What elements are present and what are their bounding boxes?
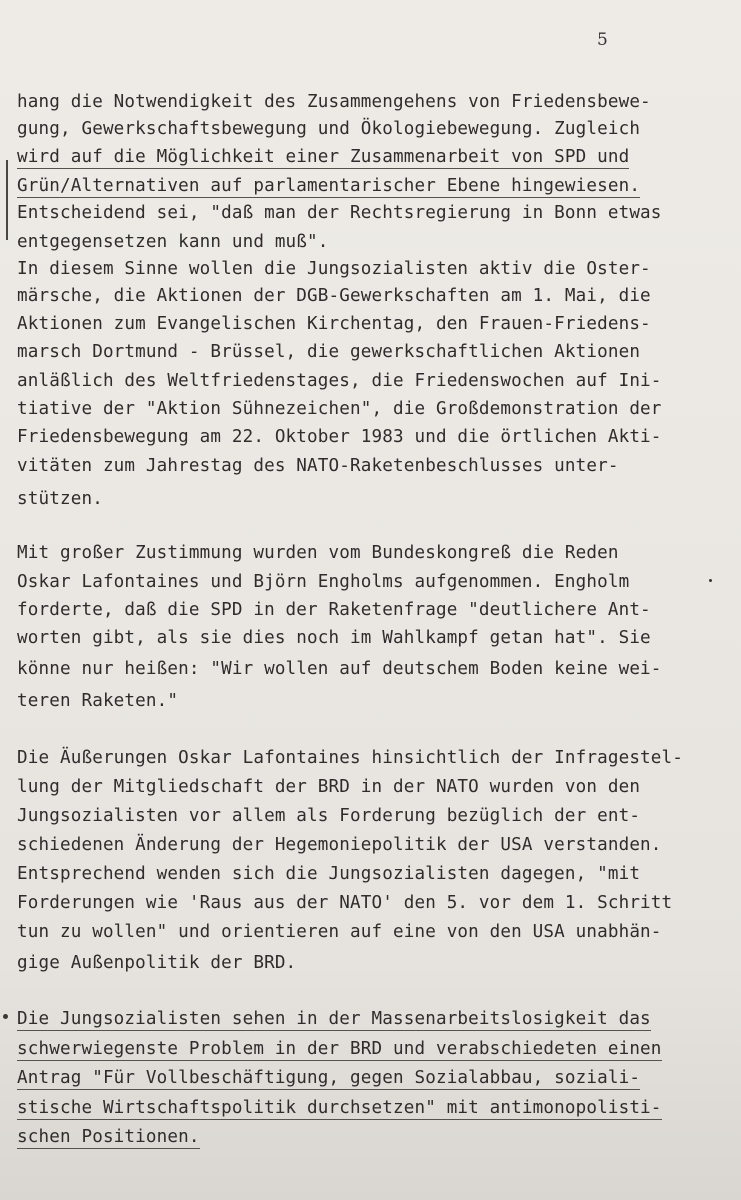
text-line: hang die Notwendigkeit des Zusammengehens von Friedensbewe-: [17, 92, 651, 112]
text-line: tiative der "Aktion Sühnezeichen", die Großdemonstration der: [17, 399, 662, 419]
text-line: tun zu wollen" und orientieren auf eine von den USA unabhän-: [17, 922, 662, 942]
text-line: Mit großer Zustimmung wurden vom Bundeskongreß die Reden: [17, 543, 619, 563]
text-line: märsche, die Aktionen der DGB-Gewerkschaften am 1. Mai, die: [17, 286, 651, 306]
text-line: Entscheidend sei, "daß man der Rechtsregierung in Bonn etwas: [17, 203, 662, 223]
text-line: In diesem Sinne wollen die Jungsozialisten aktiv die Oster-: [17, 259, 651, 279]
text-line: Entsprechend wenden sich die Jungsozialisten dagegen, "mit: [17, 864, 641, 884]
text-line: stützen.: [17, 489, 103, 509]
text-line: Oskar Lafontaines und Björn Engholms aufgenommen. Engholm: [17, 572, 630, 592]
text-line: anläßlich des Weltfriedenstages, die Friedenswochen auf Ini-: [17, 371, 662, 391]
text-line: Friedensbewegung am 22. Oktober 1983 und die örtlichen Akti-: [17, 427, 662, 447]
text-line: lung der Mitgliedschaft der BRD in der NATO wurden von den: [17, 777, 641, 797]
text-line-underlined: wird auf die Möglichkeit einer Zusammenarbeit von SPD und: [17, 147, 630, 167]
text-line: könne nur heißen: "Wir wollen auf deutschem Boden keine wei-: [17, 659, 662, 679]
text-line: Jungsozialisten vor allem als Forderung bezüglich der ent-: [17, 806, 641, 826]
text-line: worten gibt, als sie dies noch im Wahlkampf getan hat". Sie: [17, 628, 651, 648]
text-line-underlined: schen Positionen.: [17, 1127, 200, 1147]
text-line: gige Außenpolitik der BRD.: [17, 953, 297, 973]
text-line-underlined: schwerwiegenste Problem in der BRD und verabschiedeten einen: [17, 1039, 662, 1059]
text-line: teren Raketen.": [17, 691, 179, 711]
text-line: Forderungen wie 'Raus aus der NATO' den 5. vor dem 1. Schritt: [17, 893, 673, 913]
page-number: 5: [597, 30, 608, 50]
text-line: Aktionen zum Evangelischen Kirchentag, den Frauen-Friedens-: [17, 314, 651, 334]
text-line: gung, Gewerkschaftsbewegung und Ökologiebewegung. Zugleich: [17, 119, 641, 139]
text-line-underlined: Grün/Alternativen auf parlamentarischer Ebene hingewiesen.: [17, 176, 641, 196]
text-line-underlined: Die Jungsozialisten sehen in der Massenarbeitslosigkeit das: [17, 1009, 651, 1029]
text-line: forderte, daß die SPD in der Raketenfrage "deutlichere Ant-: [17, 600, 651, 620]
text-line: entgegensetzen kann und muß".: [17, 232, 329, 252]
text-line-underlined: stische Wirtschaftspolitik durchsetzen" mit antimonopolisti-: [17, 1098, 662, 1118]
text-line-underlined: Antrag "Für Vollbeschäftigung, gegen Sozialabbau, soziali-: [17, 1068, 641, 1088]
margin-marker-line: [6, 160, 8, 240]
text-line: vitäten zum Jahrestag des NATO-Raketenbeschlusses unter-: [17, 456, 619, 476]
text-line: marsch Dortmund - Brüssel, die gewerkschaftlichen Aktionen: [17, 342, 641, 362]
ink-speck: [709, 579, 712, 582]
text-line: schiedenen Änderung der Hegemoniepolitik der USA verstanden.: [17, 835, 662, 855]
text-line: Die Äußerungen Oskar Lafontaines hinsichtlich der Infragestel-: [17, 748, 684, 768]
margin-bullet-dot: [3, 1014, 8, 1019]
